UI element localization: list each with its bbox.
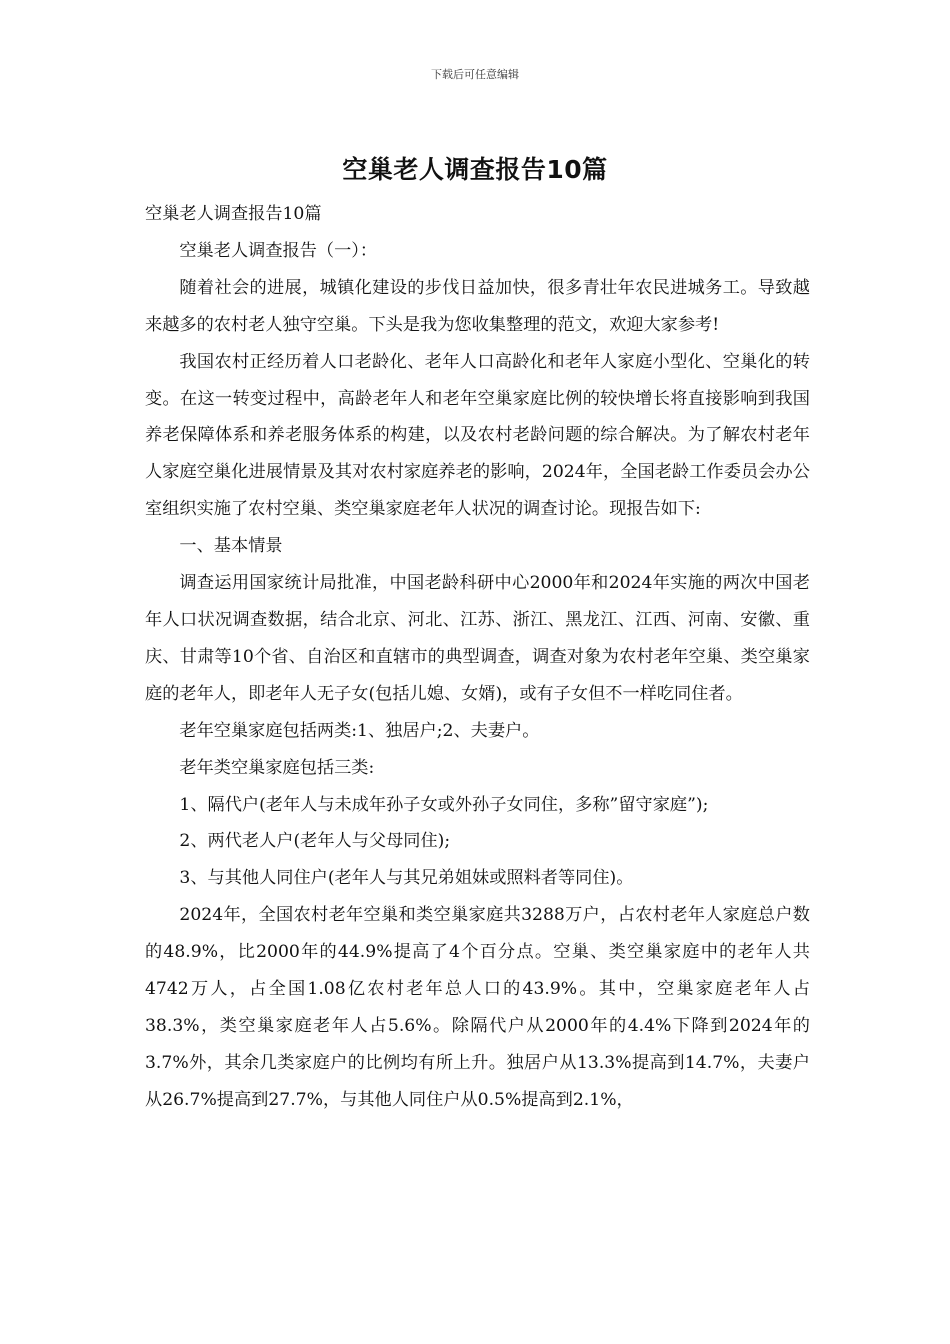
paragraph: 老年类空巢家庭包括三类: [179,757,375,778]
list-item: 1、隔代户(老年人与未成年孙子女或外孙子女同住，多称”留守家庭”); [179,794,709,815]
list-item: 3、与其他人同住户(老年人与其兄弟姐妹或照料者等同住)。 [179,868,634,889]
paragraph: 空巢老人调查报告（一）： [179,240,378,261]
paragraph: 调查运用国家统计局批准，中国老龄科研中心2000年和2024年实施的两次中国老年人口状况调查数据，结合北京、河北、江苏、浙江、黑龙江、江西、河南、安徽、重庆、甘肃等10个省、自治区和直辖市的典型调查，调查对象为农村老年空巢、类空巢家庭的老年人，即老年人无子女(包括儿媳、女婿)，或有子女但不一样吃同住者。 [145,573,810,704]
paragraph: 空巢老人调查报告10篇 [145,204,322,224]
document-body [145,196,810,1119]
section-heading: 一、基本情景 [179,536,283,557]
paragraph: 我国农村正经历着人口老龄化、老年人口高龄化和老年人家庭小型化、空巢化的转变。在这一转变过程中，高龄老年人和老年空巢家庭比例的较快增长将直接影响到我国养老保障体系和养老服务体系的构建，以及农村老龄问题的综合解决。为了解农村老年人家庭空巢化进展情景及其对农村家庭养老的影响，2024年，全国老龄工作委员会办公室组织实施了农村空巢、类空巢家庭老年人状况的调查讨论。现报告如下: [145,351,810,520]
header-note: 下载后可任意编辑 [431,68,519,81]
document-title: 空巢老人调查报告10篇 [342,155,608,184]
list-item: 2、两代老人户(老年人与父母同住); [179,831,451,852]
paragraph: 2024年，全国农村老年空巢和类空巢家庭共3288万户，占农村老年人家庭总户数的48.9%，比2000年的44.9%提高了4个百分点。空巢、类空巢家庭中的老年人共4742万人，占全国1.08亿农村老年总人口的43.9%。其中，空巢家庭老年人占38.3%，类空巢家庭老年人占5.6%。除隔代户从2000年的4.4%下降到2024年的3.7%外，其余几类家庭户的比例均有所上升。独居户从13.3%提高到14.7%，夫妻户从26.7%提高到27.7%，与其他人同住户从0.5%提高到2.1%， [145,905,810,1110]
paragraph: 随着社会的进展，城镇化建设的步伐日益加快，很多青壮年农民进城务工。导致越来越多的农村老人独守空巢。下头是我为您收集整理的范文，欢迎大家参考! [145,277,810,335]
paragraph: 老年空巢家庭包括两类:1、独居户;2、夫妻户。 [179,720,540,741]
